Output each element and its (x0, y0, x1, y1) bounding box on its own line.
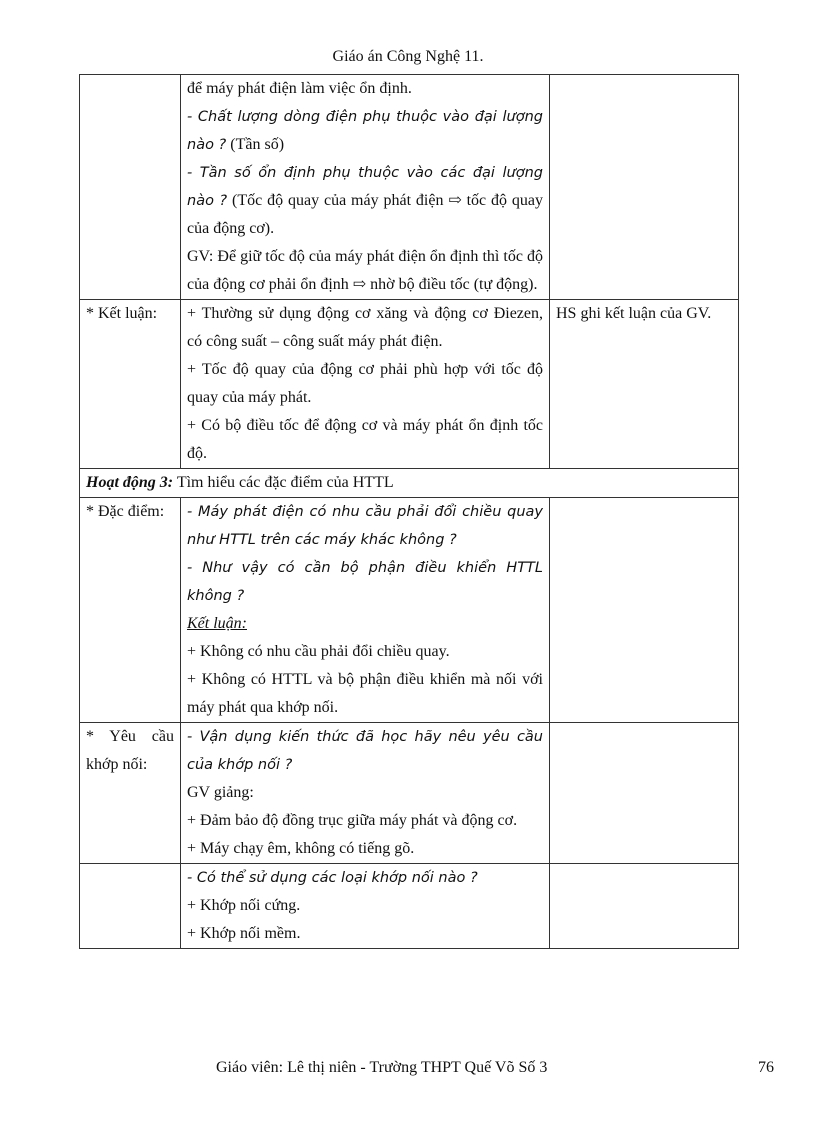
text-line: GV: Để giữ tốc độ của máy phát điện ổn định thì tốc độ của động cơ phải ổn định ⇨ nhờ bộ điều tốc (tự động). (187, 248, 543, 293)
answer-text: (Tốc độ quay của máy phát điện ⇨ tốc độ quay của động cơ). (187, 192, 544, 237)
text-line: + Khớp nối cứng. (187, 897, 301, 914)
page-number: 76 (758, 1059, 774, 1076)
cell-activity (181, 723, 550, 864)
lesson-table (79, 74, 739, 949)
cell-activity (181, 498, 550, 723)
question-text: - Tần số ổn định phụ thuộc vào các đại lượng nào ? (187, 165, 543, 209)
footer-text: Giáo viên: Lê thị niên - Trường THPT Quế Võ Số 3 (216, 1059, 548, 1076)
cell-section (80, 75, 181, 300)
question-text: - Vận dụng kiến thức đã học hãy nêu yêu cầu của khớp nối ? (187, 729, 543, 773)
cell-activity (181, 300, 550, 469)
cell-student (550, 723, 739, 864)
table-row (80, 300, 739, 469)
text-line: + Máy chạy êm, không có tiếng gõ. (187, 840, 415, 857)
question-text: - Chất lượng dòng điện phụ thuộc vào đại lượng nào ? (187, 109, 543, 153)
cell-section (80, 864, 181, 949)
text-line: + Không có HTTL và bộ phận điều khiển mà nối với máy phát qua khớp nối. (187, 671, 543, 716)
text-line: + Thường sử dụng động cơ xăng và động cơ Điezen, có công suất – công suất máy phát điện. (187, 305, 543, 350)
text-line: GV giảng: (187, 784, 254, 801)
cell-section: * Yêu cầu khớp nối: (80, 723, 181, 864)
text-line: để máy phát điện làm việc ổn định. (187, 80, 412, 97)
table-row (80, 864, 739, 949)
question-text: - Có thể sử dụng các loại khớp nối nào ? (187, 870, 478, 886)
cell-section: * Kết luận: (80, 300, 181, 469)
table-row (80, 498, 739, 723)
cell-activity (181, 864, 550, 949)
page-header: Giáo án Công Nghệ 11. (332, 48, 484, 65)
text-line: + Đảm bảo độ đồng trục giữa máy phát và động cơ. (187, 812, 518, 829)
activity-heading (80, 469, 739, 498)
activity-description: Tìm hiểu các đặc điểm của HTTL (173, 474, 394, 491)
question-text: - Như vậy có cần bộ phận điều khiển HTTL không ? (187, 560, 543, 604)
cell-student (550, 864, 739, 949)
cell-activity (181, 75, 550, 300)
conclusion-label: Kết luận: (187, 615, 247, 632)
text-line: + Không có nhu cầu phải đổi chiều quay. (187, 643, 450, 660)
table-row (80, 75, 739, 300)
activity-title: Hoạt động 3: (86, 474, 174, 491)
text-line: + Có bộ điều tốc để động cơ và máy phát ổn định tốc độ. (187, 417, 543, 462)
text-line: + Tốc độ quay của động cơ phải phù hợp với tốc độ quay của máy phát. (187, 361, 543, 406)
cell-student (550, 498, 739, 723)
answer-text: (Tần số) (230, 136, 285, 153)
table-row (80, 723, 739, 864)
cell-section: * Đặc điểm: (80, 498, 181, 723)
cell-student (550, 75, 739, 300)
text-line: + Khớp nối mềm. (187, 925, 301, 942)
cell-student: HS ghi kết luận của GV. (550, 300, 739, 469)
question-text: - Máy phát điện có nhu cầu phải đổi chiều quay như HTTL trên các máy khác không ? (187, 504, 543, 548)
table-row (80, 469, 739, 498)
